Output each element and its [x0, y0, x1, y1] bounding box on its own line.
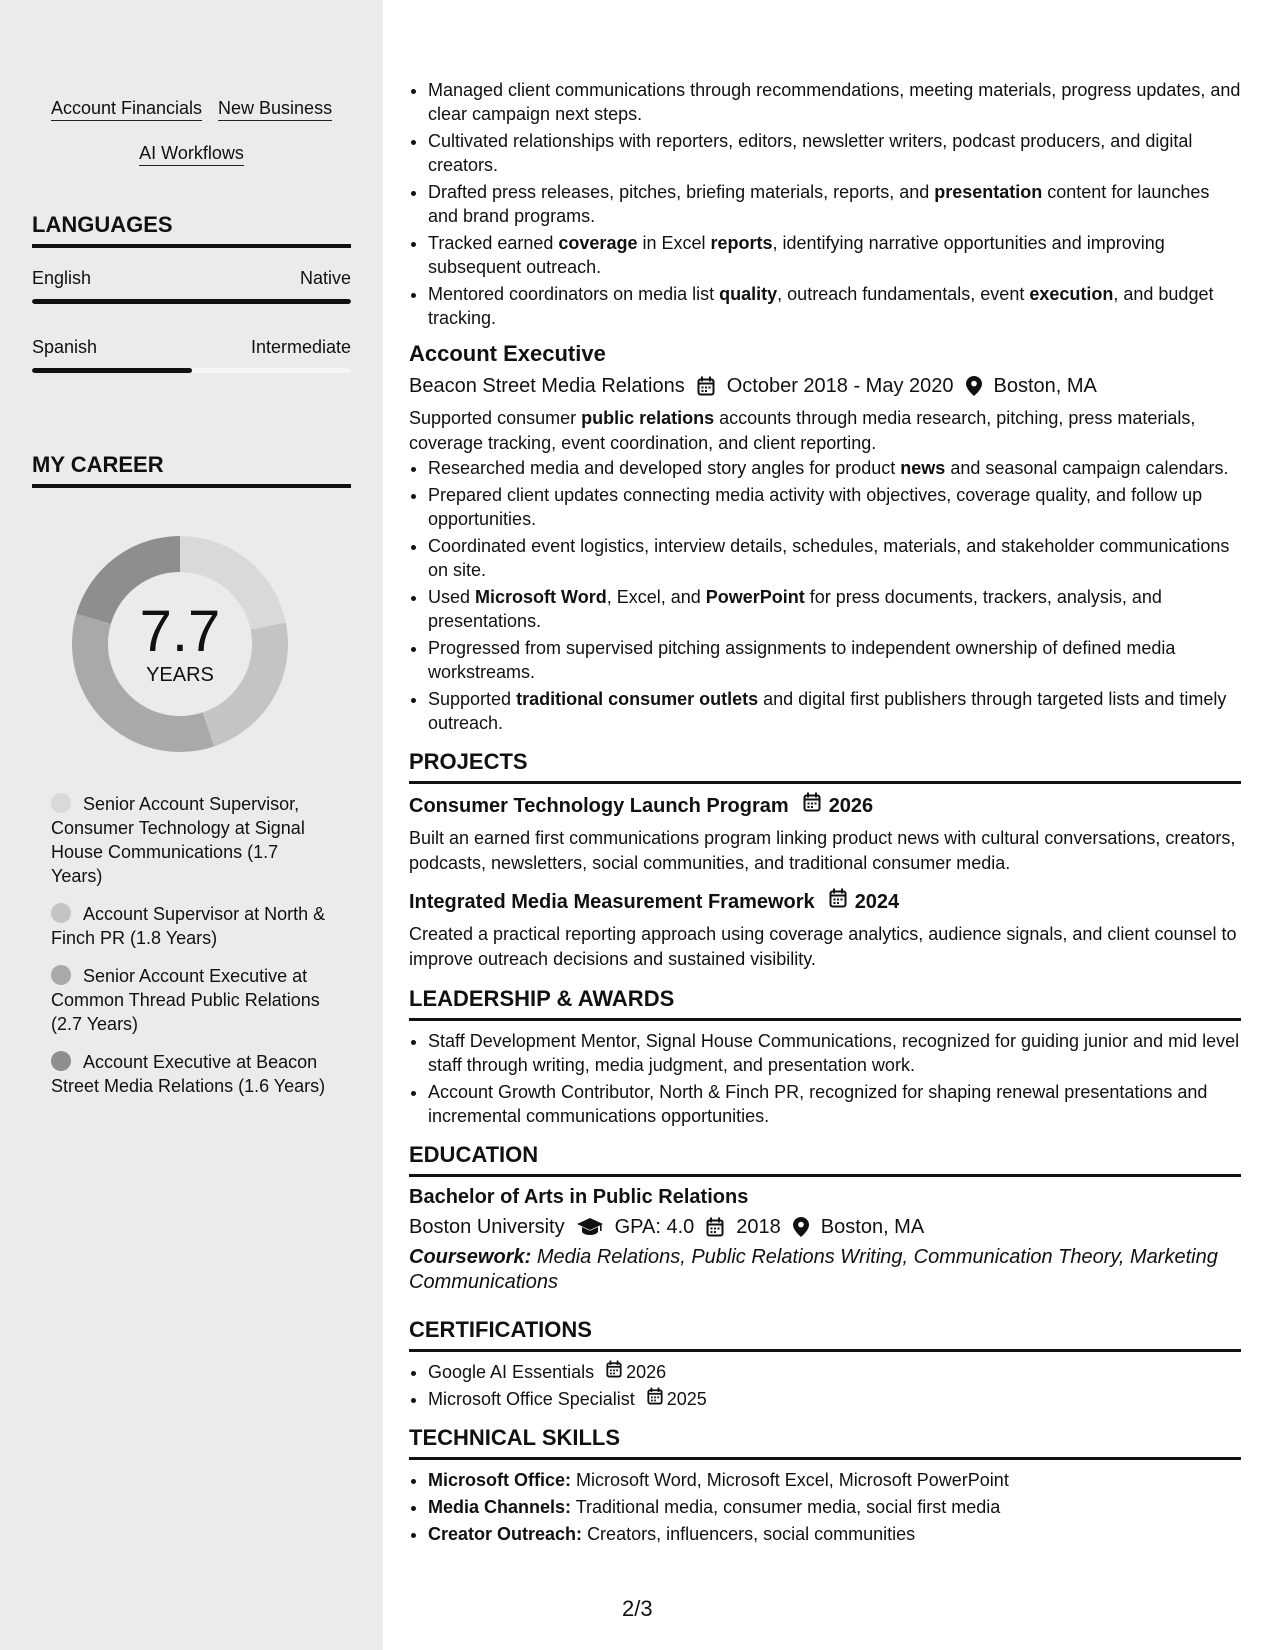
language-row: [32, 268, 351, 289]
skill-category: Microsoft Office:: [428, 1470, 572, 1490]
project-name: Integrated Media Measurement Framework: [409, 891, 815, 913]
certifications-heading: CERTIFICATIONS: [409, 1317, 1241, 1352]
project-year: 2026: [828, 795, 874, 817]
list-item: • Coordinated event logistics, interview details, schedules, materials, and stakeholder communications on site.: [428, 534, 1241, 582]
legend-dot: [51, 965, 71, 985]
language-level: Intermediate: [250, 337, 351, 357]
job-summary: Supported consumer public relations accounts through media research, pitching, press materials, coverage tracking, event coordination, and client reporting.: [409, 408, 1196, 453]
career-legend-label: Senior Account Executive at Common Thread Public Relations (2.7 Years): [51, 966, 320, 1034]
job-dates: October 2018 - May 2020: [726, 375, 954, 397]
list-item: • Tracked earned coverage in Excel reports, identifying narrative opportunities and improving subsequent outreach.: [428, 231, 1241, 279]
skill-tag: New Business: [218, 96, 332, 121]
calendar-icon: [829, 888, 847, 916]
list-item: • Mentored coordinators on media list quality, outreach fundamentals, event execution, and budget tracking.: [428, 282, 1241, 330]
career-legend-item: [51, 792, 326, 888]
list-item: • Supported traditional consumer outlets and digital first publishers through targeted lists and timely outreach.: [428, 687, 1241, 735]
previous-job-bullets: [409, 78, 1241, 330]
map-pin-icon: [966, 376, 982, 396]
calendar-icon: [647, 1387, 663, 1411]
calendar-icon: [803, 792, 821, 820]
skill-category: Creator Outreach:: [428, 1524, 583, 1544]
career-legend-label: Senior Account Supervisor, Consumer Technology at Signal House Communications (1.7 Years): [51, 794, 305, 886]
skill-tags: [32, 86, 351, 176]
list-item: • Prepared client updates connecting media activity with objectives, coverage quality, and follow up opportunities.: [428, 483, 1241, 531]
certification-year: 2026: [626, 1362, 667, 1382]
certification-name: • Microsoft Office Specialist: [428, 1389, 635, 1409]
job-title: Account Executive: [409, 341, 606, 366]
list-item: [428, 1468, 1241, 1492]
coursework: [409, 1245, 1241, 1295]
job-meta: [409, 372, 1241, 400]
career-legend-item: [51, 1050, 326, 1098]
graduation-cap-icon: [577, 1218, 603, 1236]
skill-values: Microsoft Word, Microsoft Excel, Microsoft PowerPoint: [576, 1470, 1009, 1490]
list-item: [428, 1522, 1241, 1546]
list-item: • Researched media and developed story angles for product news and seasonal campaign calendars.: [428, 456, 1241, 480]
list-item: [428, 1387, 1241, 1411]
language-row: [32, 337, 351, 358]
project-name: Consumer Technology Launch Program: [409, 795, 789, 817]
list-item: • Staff Development Mentor, Signal House Communications, recognized for guiding junior and mid level staff through writing, media judgment, and presentation work.: [428, 1029, 1241, 1077]
school-name: Boston University: [409, 1216, 565, 1238]
language-proficiency-bar: [32, 299, 351, 304]
career-legend-item: [51, 902, 326, 950]
coursework-list: Media Relations, Public Relations Writing, Communication Theory, Marketing Communications: [409, 1246, 1218, 1293]
map-pin-icon: [793, 1217, 809, 1237]
list-item: [428, 1495, 1241, 1519]
skill-tag: AI Workflows: [139, 141, 244, 166]
career-heading: MY CAREER: [32, 452, 351, 488]
certifications-list: [409, 1360, 1241, 1411]
project-description: Created a practical reporting approach using coverage analytics, audience signals, and client counsel to improve outreach decisions and sustained visibility.: [409, 924, 1237, 969]
language-name: English: [32, 268, 92, 288]
job-location: Boston, MA: [993, 375, 1097, 397]
career-total-unit: YEARS: [146, 664, 214, 686]
graduation-year: 2018: [736, 1216, 781, 1238]
project-year: 2024: [854, 891, 900, 913]
company-name: Beacon Street Media Relations: [409, 375, 685, 397]
legend-dot: [51, 1051, 71, 1071]
language-name: Spanish: [32, 337, 98, 357]
language-proficiency-bar: [32, 368, 351, 373]
education-heading: EDUCATION: [409, 1142, 1241, 1177]
calendar-icon: [606, 1360, 622, 1384]
list-item: • Used Microsoft Word, Excel, and PowerPoint for press documents, trackers, analysis, and presentations.: [428, 585, 1241, 633]
page-number: 2/3: [622, 1596, 653, 1621]
projects-heading: PROJECTS: [409, 749, 1241, 784]
language-level: Native: [299, 268, 351, 288]
list-item: • Account Growth Contributor, North & Finch PR, recognized for shaping renewal presentations and incremental communications opportunities.: [428, 1080, 1241, 1128]
leadership-heading: LEADERSHIP & AWARDS: [409, 986, 1241, 1021]
calendar-icon: [706, 1217, 724, 1237]
career-total-years: 7.7: [139, 599, 221, 664]
list-item: • Progressed from supervised pitching assignments to independent ownership of defined media workstreams.: [428, 636, 1241, 684]
skill-values: Creators, influencers, social communities: [587, 1524, 916, 1544]
career-legend-label: Account Executive at Beacon Street Media Relations (1.6 Years): [51, 1052, 326, 1096]
education-location: Boston, MA: [820, 1216, 925, 1238]
calendar-icon: [697, 376, 715, 396]
languages-heading: LANGUAGES: [32, 212, 351, 248]
skill-category: Media Channels:: [428, 1497, 572, 1517]
skill-tag: Account Financials: [51, 96, 202, 121]
language-proficiency-fill: [32, 368, 192, 373]
technical-skills-list: [409, 1468, 1241, 1546]
list-item: • Cultivated relationships with reporters, editors, newsletter writers, podcast producers, and digital creators.: [428, 129, 1241, 177]
sidebar: [0, 0, 383, 1650]
coursework-label: Coursework:: [409, 1246, 532, 1268]
career-legend-item: [51, 964, 326, 1036]
career-legend: [51, 792, 326, 1112]
main-content: [409, 0, 1241, 1650]
project-description: Built an earned first communications program linking product news with cultural conversations, creators, podcasts, newsletters, social communities, and traditional consumer media.: [409, 828, 1236, 873]
list-item: • Drafted press releases, pitches, briefing materials, reports, and presentation content for launches and brand programs.: [428, 180, 1241, 228]
legend-dot: [51, 903, 71, 923]
technical-skills-heading: TECHNICAL SKILLS: [409, 1425, 1241, 1460]
leadership-list: [409, 1029, 1241, 1128]
degree-title: Bachelor of Arts in Public Relations: [409, 1186, 749, 1208]
list-item: • Managed client communications through recommendations, meeting materials, progress updates, and clear campaign next steps.: [428, 78, 1241, 126]
project-title: [409, 792, 1241, 820]
project-title: [409, 888, 1241, 916]
career-legend-label: Account Supervisor at North & Finch PR (1.8 Years): [51, 904, 326, 948]
education-meta: [409, 1213, 1241, 1241]
gpa: GPA: 4.0: [614, 1216, 695, 1238]
job-bullets: [409, 456, 1241, 735]
language-proficiency-fill: [32, 299, 351, 304]
certification-year: 2025: [666, 1389, 707, 1409]
certification-name: • Google AI Essentials: [428, 1362, 595, 1382]
legend-dot: [51, 793, 71, 813]
skill-values: Traditional media, consumer media, social first media: [575, 1497, 1001, 1517]
list-item: [428, 1360, 1241, 1384]
